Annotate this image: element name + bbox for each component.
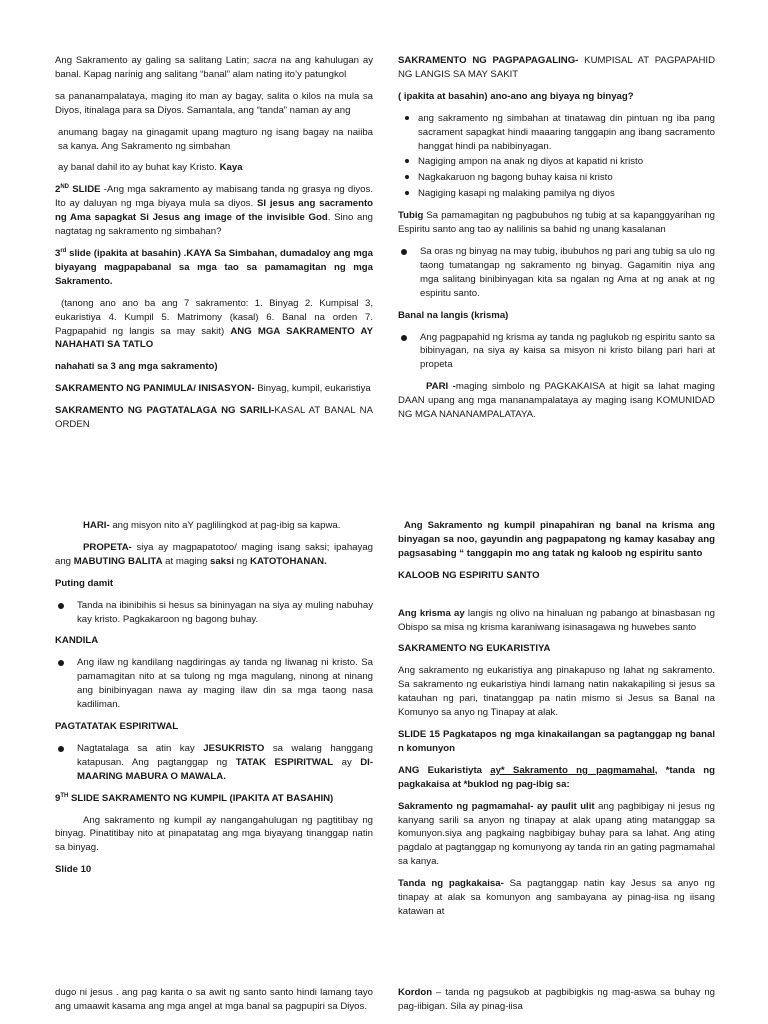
paragraph: SAKRAMENTO NG EUKARISTIYA (398, 643, 551, 655)
bullet-list (398, 112, 715, 201)
paragraph: SAKRAMENTO NG PANIMULA/ INISASYON- Binyag, kumpil, eukaristiya (55, 383, 371, 395)
paragraph: PROPETA- siya ay magpapatotoo/ maging isang saksi; ipahayag ang MABUTING BALITA at maging saksi ng KATOTOHANAN. (55, 541, 373, 567)
paragraph: PAGTATATAK ESPIRITWAL (55, 720, 179, 732)
bullet-list (398, 245, 715, 301)
next-right-column (398, 986, 715, 1024)
list-item: Sa oras ng binyag na may tubig, ibubuhos ng pari ang tubig sa ulo ng taong tumatangap ng sakramento ng binyag. Gagamitin niya ang mga salitang binibinyagan kita sa ngalan ng Ama at ng anak at ng espiritu santo. (398, 245, 715, 301)
bullet-list (55, 742, 373, 784)
paragraph: dugo ni jesus . ang pag kanta o sa awit ng santo santo hindi lamang tayo ang umaawit kasama ang mga angel at mga banal sa pagpupiri sa Diyos. (55, 987, 373, 1012)
paragraph: HARI- ang misyon nito aY paglilingkod at pag-ibig sa kapwa. (83, 520, 341, 531)
paragraph: Ang Sakramento ng kumpil pinapahiran ng banal na krisma ang binyagan sa noo, gayundin ang pagpapatong ng kamay kasabay ang pagsasabing “ tanggapin mo ang tatak ng kaloob ng espiritu santo (398, 520, 715, 559)
paragraph: Kordon – tanda ng pagsukob at pagbibigkis ng mag-aswa sa buhay ng pag-iibigan. Sila ay pinag-iisa (398, 987, 715, 1012)
paragraph: Ang Sakramento ay galing sa salitang Latin; sacra na ang kahulugan ay banal. Kapag narinig ang salitang “banal” alam nating ito’y patungkol (55, 55, 373, 80)
paragraph: Tanda ng pagkakaisa- Sa pagtanggap natin kay Jesus sa anyo ng tinapay at alak sa komunyon ang sambayana ay pinag-iisa ng iisang katawan at (398, 878, 715, 917)
top-left-column (55, 54, 373, 474)
paragraph: Ang sakramento ng eukaristiya ang pinakapuso ng lahat ng sakramento. Sa sakramento ng eukaristiya hindi lamang natin nakakapiling si jesus sa katauhan ng pari, tinatanggap pa natin mismo si Jesus sa Banal na Komunyo sa anyo ng Tinapay at alak. (398, 665, 715, 719)
paragraph: Sakramento ng pagmamahal- ay paulit ulit ang pagbibigay ni jesus ng kanyang sarili sa anyon ng tinapay at alak upang ating matanggap sa komunyon.siya ang pagkaing nagbibigay buhay para sa lahat. Ang ating pagdalo at pagtanggap ng komunyong ay tanda rin an gating pagmamahal sa kanya. (398, 800, 715, 868)
list-item: Nagtatalaga sa atin kay JESUKRISTO sa walang hanggang katapusan. Ang pagtanggap ng TATAK ESPIRITWAL ay DI-MAARING MABURA O MAWALA. (55, 742, 373, 784)
paragraph: SLIDE 15 Pagkatapos ng mga kinakailangan sa pagtanggap ng banal n komunyon (398, 728, 715, 754)
paragraph: SAKRAMENTO NG PAGTATALAGA NG SARILI-KASAL AT BANAL NA ORDEN (55, 405, 373, 431)
paragraph: Ang krisma ay langis ng olivo na hinaluan ng pabango at binasbasan ng Obispo sa misa ng krisma karaniwang isinasagawa ng huwebes santo (398, 607, 715, 633)
top-right-column (398, 54, 715, 474)
list-item: ang sakramento ng simbahan at tinatawag din pintuan ng iba pang sacrament sapagkat hindi maaaring tanggapin ang ibang sacramento hanggat hindi pa nabibinyagan. (402, 112, 715, 154)
paragraph: KALOOB NG ESPIRITU SANTO (398, 569, 540, 581)
bullet-list (55, 656, 373, 712)
paragraph: SAKRAMENTO NG PAGPAPAGALING- KUMPISAL AT PAGPAPAHID NG LANGIS SA MAY SAKIT (398, 55, 715, 80)
list-item: Ang ilaw ng kandilang nagdiringas ay tanda ng liwanag ni kristo. Sa pamamagitan nito at sa tulong ng mga magulang, ninong at ninang ang binibinyagan nawa ay maging ilaw din sa mga taong nasa kadiliman. (55, 656, 373, 712)
paragraph: PARI -maging simbolo ng PAGKAKAISA at higit sa lahat maging DAAN upang ang mga mananampalataya ay maging isang KOMUNIDAD NG MGA NANANAMPALATAYA. (398, 381, 715, 421)
paragraph: nahahati sa 3 ang mga sakramento) (55, 361, 218, 373)
paragraph: 3rd slide (ipakita at basahin) .KAYA Sa Simbahan, dumadaloy ang mga biyayang magpapabanal sa mga tao sa pamamagitan ng mga Sakramento. (55, 247, 373, 287)
paragraph: ANG Eukaristiyta ay* Sakramento ng pagmamahal, *tanda ng pagkakaisa at *buklod ng pag-ibig sa: (398, 764, 715, 790)
list-item: Tanda na ibinibihis si hesus sa bininyagan na siya ay muling nabuhay kay kristo. Pagkakaroon ng bagong buhay. (55, 599, 373, 627)
paragraph: 2ND SLIDE -Ang mga sakramento ay mabisang tanda ng grasya ng diyos. Ito ay daluyan ng mga biyaya mula sa diyos. SI jesus ang sacramento ng Ama sapagkat Si Jesus ang image of the invisible God. Sino ang nagtatag ng sakramento ng simbahan? (55, 184, 373, 238)
paragraph: Ang sakramento ng kumpil ay nangangahulugan ng pagtitibay ng binyag. Pinatitibay nito at pinapatatag ang mga biyayang tinanggap natin sa binyag. (55, 814, 373, 854)
list-item: Nagiging kasapi ng malaking pamilya ng diyos (402, 187, 715, 201)
next-left-column (55, 986, 373, 1024)
list-item: Nagiging ampon na anak ng diyos at kapatid ni kristo (402, 155, 715, 169)
list-item: Ang pagpapahid ng krisma ay tanda ng paglukob ng espiritu santo sa bibinyagan, na siya ay kaisa sa misyon ni kristo bilang pari hari at propeta (398, 331, 715, 373)
paragraph: ay banal dahil ito ay buhat kay Kristo. Kaya (58, 162, 243, 174)
paragraph: Slide 10 (55, 864, 92, 876)
paragraph: Banal na langis (krisma) (398, 309, 509, 321)
paragraph: ( ipakita at basahin) ano-ano ang biyaya ng binyag? (398, 90, 634, 102)
bottom-left-column (55, 519, 373, 974)
paragraph: (tanong ano ano ba ang 7 sakramento: 1. Binyag 2. Kumpisal 3, eukaristiya 4. Kumpil 5. Matrimony (kasal) 6. Banal na orden 7. Pagpapahid ng langis sa may sakit) ANG MGA SAKRAMENTO AY NAHAHATI SA TATLO (55, 297, 373, 351)
paragraph: Puting damit (55, 577, 114, 589)
bullet-list (398, 331, 715, 373)
paragraph: 9TH SLIDE SAKRAMENTO NG KUMPIL (IPAKITA AT BASAHIN) (55, 792, 334, 804)
paragraph: Tubig Sa pamamagitan ng pagbubuhos ng tubig at sa kapanggyarihan ng Espiritu santo ang tao ay nalilinis sa bahid ng unang kasalanan (398, 210, 715, 236)
list-item: Nagkakaruon ng bagong buhay kaisa ni kristo (402, 171, 715, 185)
bottom-right-column (398, 519, 715, 974)
paragraph: KANDILA (55, 635, 99, 647)
bullet-list (55, 599, 373, 627)
paragraph: anumang bagay na ginagamit upang magturo ng isang bagay na naiiba sa kanya. Ang Sakramento ng simbahan (58, 126, 373, 152)
paragraph: sa pananampalataya, maging ito man ay bagay, salita o kilos na mula sa Diyos, itinalaga para sa Diyos. Samantala, ang “tanda” naman ay ang (55, 90, 373, 116)
